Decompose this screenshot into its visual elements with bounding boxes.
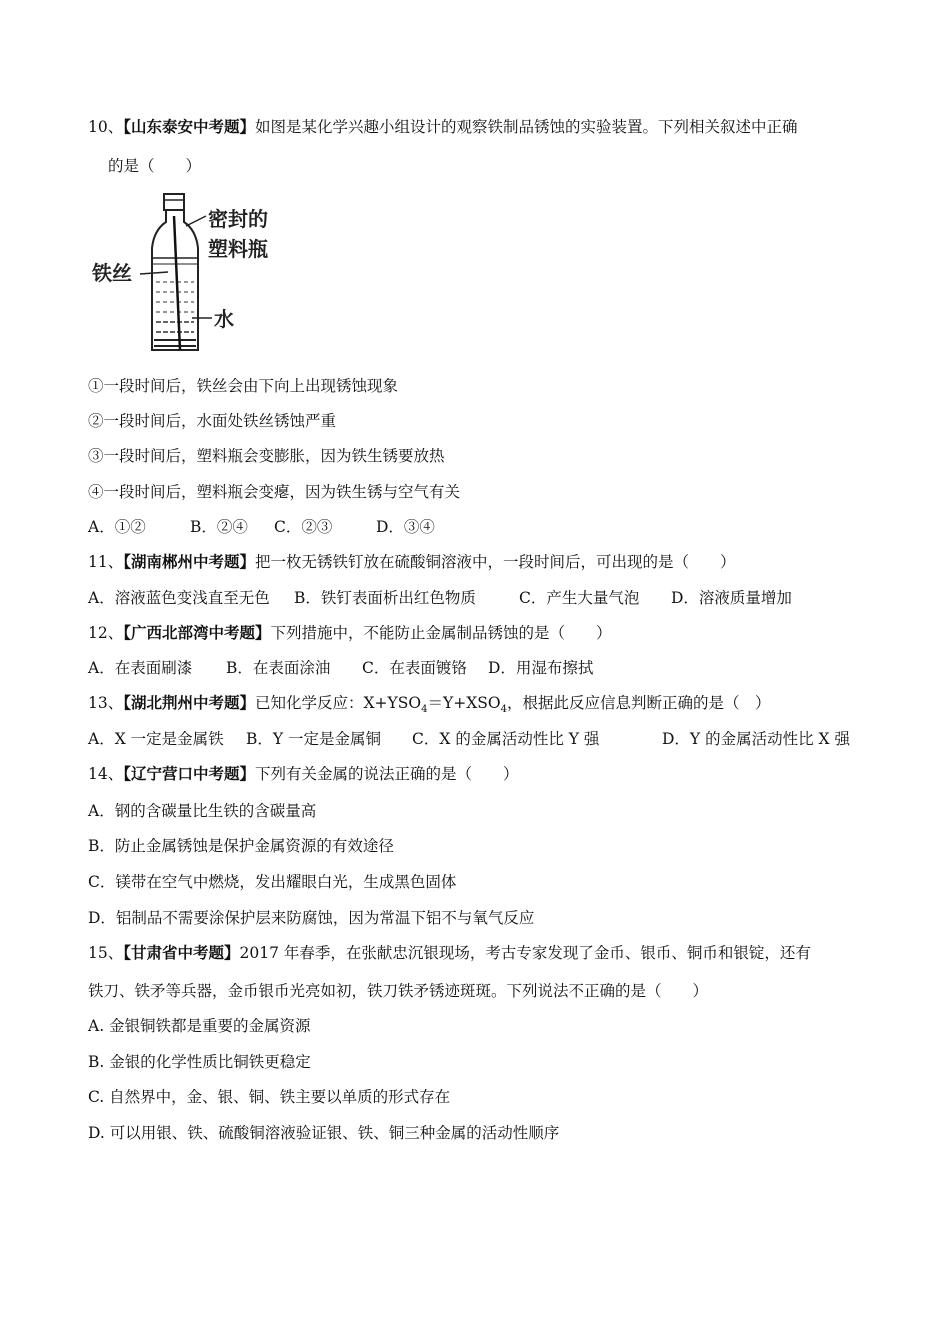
q14-stem — [88, 763, 519, 785]
q14-option-b: B．防止金属锈蚀是保护金属资源的有效途径 — [88, 837, 394, 855]
q13-number: 13、 — [88, 694, 124, 712]
q10-statement-3: ③一段时间后，塑料瓶会变膨胀，因为铁生锈要放热 — [88, 447, 445, 465]
q10-stem-line2: 的是（ ） — [108, 157, 202, 175]
q10-stem-text1: 如图是某化学兴趣小组设计的观察铁制品锈蚀的实验装置。下列相关叙述中正确 — [255, 118, 798, 136]
q12-option-d: D．用湿布擦拭 — [488, 659, 594, 677]
q14-source-tag: 【辽宁营口中考题】 — [123, 765, 255, 783]
q13-stem — [88, 692, 770, 721]
q10-option-d: D．③④ — [376, 518, 435, 536]
q15-stem-line1 — [88, 942, 811, 964]
q13-stem-text-a: 已知化学反应：X+YSO — [255, 694, 422, 712]
q10-statement-4: ④一段时间后，塑料瓶会变瘪，因为铁生锈与空气有关 — [88, 483, 461, 501]
rusting-apparatus-diagram — [88, 186, 288, 358]
q15-number: 15、 — [88, 944, 124, 962]
q15-stem-line2: 铁刀、铁矛等兵器，金币银币光亮如初，铁刀铁矛锈迹斑斑。下列说法不正确的是（ ） — [88, 982, 709, 1000]
q11-option-d: D．溶液质量增加 — [671, 589, 792, 607]
q10-option-c: C．②③ — [274, 518, 333, 536]
q15-option-d: D. 可以用银、铁、硫酸铜溶液验证银、铁、铜三种金属的活动性顺序 — [88, 1124, 560, 1142]
label-sealed: 密封的 — [208, 207, 268, 231]
q15-option-a: A. 金银铜铁都是重要的金属资源 — [88, 1017, 311, 1035]
q15-stem-text1: 2017 年春季，在张献忠沉银现场，考古专家发现了金币、银币、铜币和银锭，还有 — [239, 944, 811, 962]
q12-source-tag: 【广西北部湾中考题】 — [123, 624, 271, 642]
q11-option-c: C．产生大量气泡 — [519, 589, 640, 607]
q13-option-b: B．Y 一定是金属铜 — [246, 730, 382, 748]
q10-source-tag: 【山东泰安中考题】 — [123, 118, 255, 136]
water-lines — [154, 282, 196, 346]
q12-stem-text: 下列措施中，不能防止金属制品锈蚀的是（ ） — [270, 624, 612, 642]
q10-figure — [88, 186, 288, 358]
q12-option-b: B．在表面涂油 — [226, 659, 331, 677]
q13-stem-text-c: ，根据此反应信息判断正确的是（ ） — [506, 694, 771, 712]
iron-wire — [174, 216, 180, 350]
q15-source-tag: 【甘肃省中考题】 — [123, 944, 240, 962]
q13-option-c: C．X 的金属活动性比 Y 强 — [412, 730, 600, 748]
label-water: 水 — [214, 307, 234, 331]
q10-statement-2: ②一段时间后，水面处铁丝锈蚀严重 — [88, 412, 337, 430]
q10-statement-1: ①一段时间后，铁丝会由下向上出现锈蚀现象 — [88, 377, 399, 395]
q12-stem — [88, 622, 612, 644]
q13-option-d: D．Y 的金属活动性比 X 强 — [662, 730, 850, 748]
q14-stem-text: 下列有关金属的说法正确的是（ ） — [255, 765, 519, 783]
q10-option-b: B．②④ — [190, 518, 248, 536]
bottle-cap — [164, 194, 184, 210]
q12-number: 12、 — [88, 624, 124, 642]
q13-option-a: A．X 一定是金属铁 — [88, 730, 224, 748]
q10-stem-line1 — [88, 116, 798, 138]
q10-option-a: A．①② — [88, 518, 146, 536]
label-iron-wire: 铁丝 — [92, 261, 132, 285]
q11-stem-text: 把一枚无锈铁钉放在硫酸铜溶液中，一段时间后，可出现的是（ ） — [255, 553, 736, 571]
q13-subscript-1: 4 — [421, 704, 428, 716]
q13-subscript-2: 4 — [500, 704, 507, 716]
q13-source-tag: 【湖北荆州中考题】 — [123, 694, 255, 712]
q11-option-a: A．溶液蓝色变浅直至无色 — [88, 589, 270, 607]
q12-option-a: A．在表面刷漆 — [88, 659, 193, 677]
q14-option-d: D．铝制品不需要涂保护层来防腐蚀，因为常温下铝不与氧气反应 — [88, 909, 535, 927]
q11-source-tag: 【湖南郴州中考题】 — [123, 553, 255, 571]
q15-option-c: C. 自然界中，金、银、铜、铁主要以单质的形式存在 — [88, 1088, 451, 1106]
q10-number: 10、 — [88, 118, 124, 136]
q14-option-c: C．镁带在空气中燃烧，发出耀眼白光，生成黑色固体 — [88, 873, 457, 891]
label-plastic-bottle: 塑料瓶 — [208, 237, 268, 261]
q10-options — [88, 516, 435, 538]
q13-stem-text-b: ＝Y+XSO — [427, 694, 501, 712]
q14-number: 14、 — [88, 765, 124, 783]
q12-option-c: C．在表面镀铬 — [362, 659, 467, 677]
q13-options — [88, 728, 850, 750]
q11-number: 11、 — [88, 553, 124, 571]
q14-option-a: A．钢的含碳量比生铁的含碳量高 — [88, 802, 317, 820]
q15-option-b: B. 金银的化学性质比铜铁更稳定 — [88, 1053, 311, 1071]
q11-stem — [88, 551, 736, 573]
q11-option-b: B．铁钉表面析出红色物质 — [294, 589, 476, 607]
q11-options — [88, 587, 792, 609]
q12-options — [88, 657, 593, 679]
